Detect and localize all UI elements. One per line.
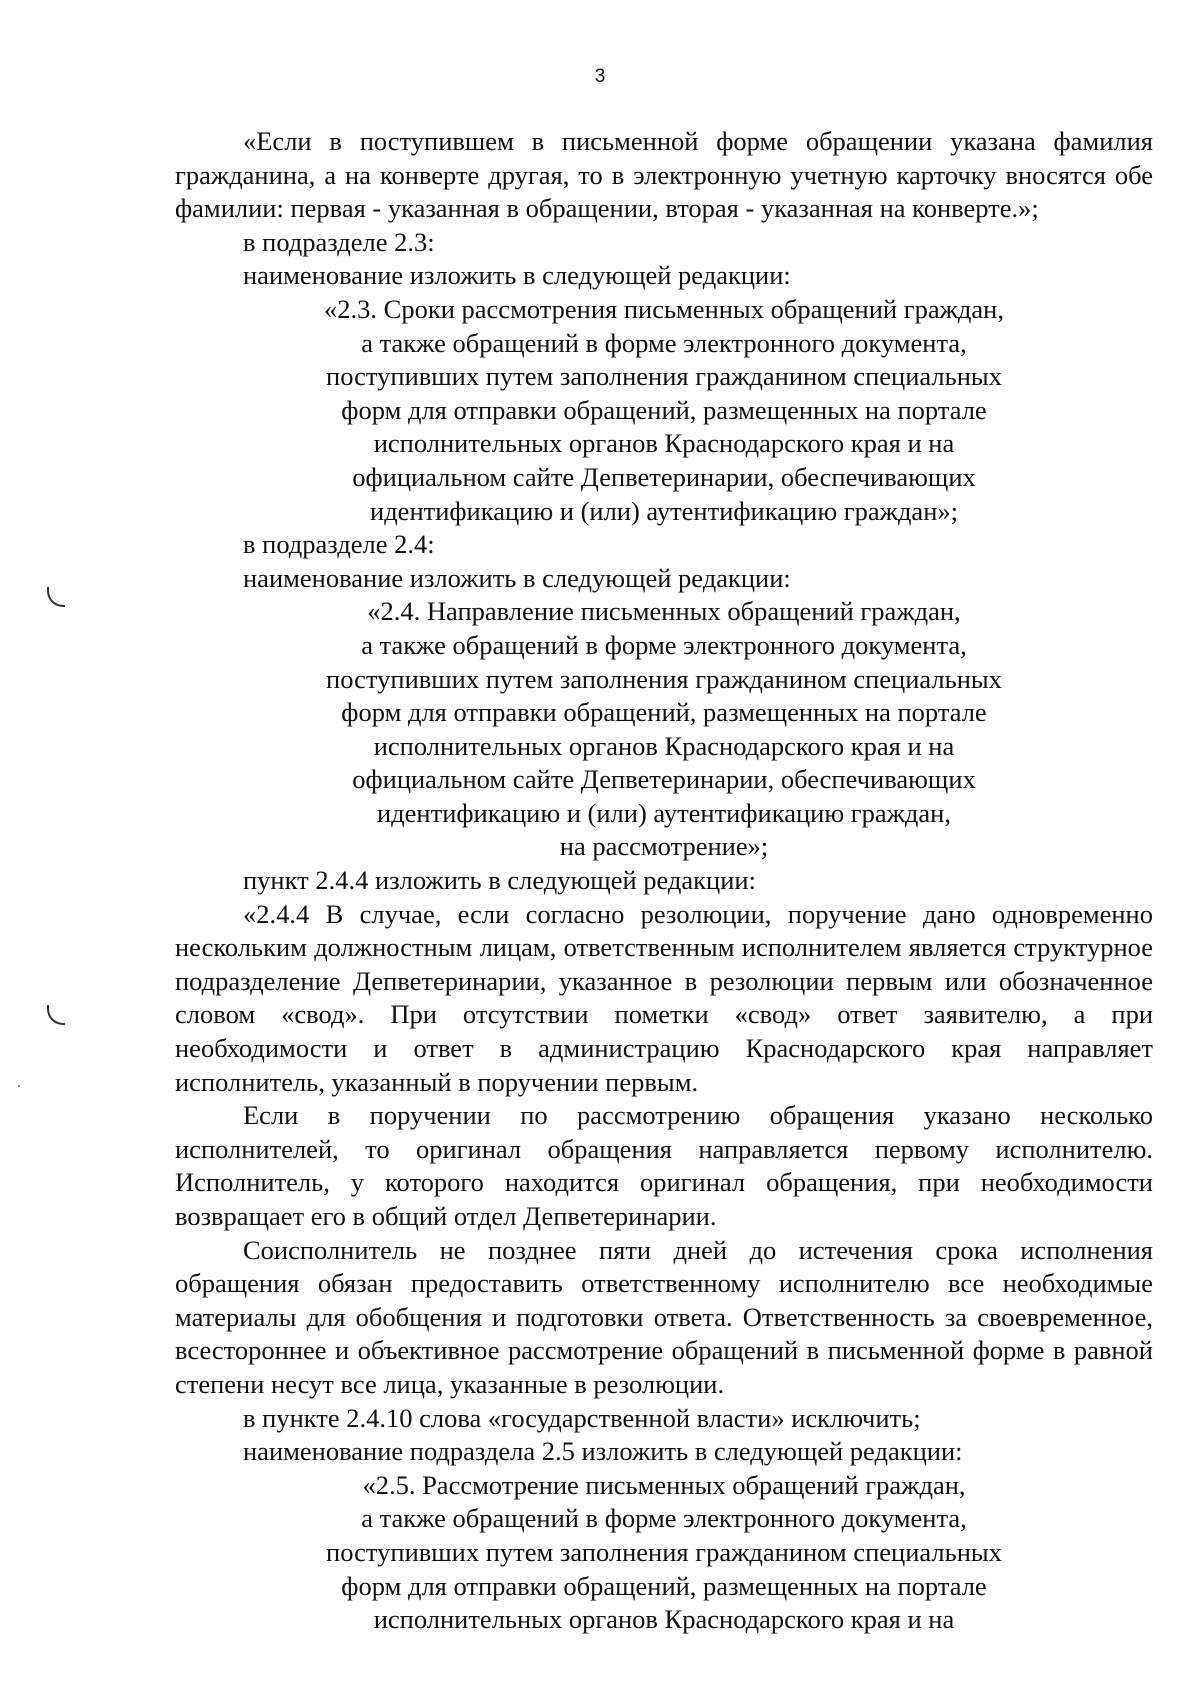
- heading-line: поступивших путем заполнения гражданином специальных: [326, 1536, 1002, 1567]
- heading-line: поступивших путем заполнения гражданином специальных: [326, 663, 1002, 694]
- document-body: [175, 125, 1153, 1637]
- instruction-line: наименование изложить в следующей редакции:: [243, 260, 791, 291]
- heading-line: на рассмотрение»;: [559, 831, 769, 862]
- paragraph: «Если в поступившем в письменной форме обращении указана фамилия гражданина, а на конверте другая, то в электронную учетную карточку вносятся обе фамилии: первая - указанная в обращении, вторая - указанная на конверте.»;: [175, 126, 1153, 224]
- scan-artifact-mark: [47, 1005, 65, 1025]
- heading-line: «2.4. Направление письменных обращений граждан,: [367, 596, 961, 627]
- paragraph: Если в поручении по рассмотрению обращения указано несколько исполнителей, то оригинал обращения направляется первому исполнителю. Исполнитель, у которого находится оригинал обращения, при необходимости возвращает его в общий отдел Депветеринарии.: [175, 1100, 1153, 1231]
- heading-line: «2.3. Сроки рассмотрения письменных обращений граждан,: [324, 293, 1004, 324]
- heading-line: идентификацию и (или) аутентификацию граждан»;: [370, 495, 958, 526]
- heading-line: форм для отправки обращений, размещенных на портале: [341, 394, 987, 425]
- heading-line: форм для отправки обращений, размещенных на портале: [341, 1570, 987, 1601]
- instruction-line: в подразделе 2.4:: [243, 529, 435, 560]
- instruction-line: наименование подраздела 2.5 изложить в следующей редакции:: [243, 1436, 963, 1467]
- paragraph: «2.4.4 В случае, если согласно резолюции, поручение дано одновременно нескольким должностным лицам, ответственным исполнителем является структурное подразделение Депветеринарии, указанное в резолюции первым или обозначенное словом «свод». При отсутствии пометки «свод» ответ заявителю, а при необходимости и ответ в администрацию Краснодарского края направляет исполнитель, указанный в поручении первым.: [175, 898, 1153, 1097]
- heading-line: поступивших путем заполнения гражданином специальных: [326, 361, 1002, 392]
- heading-line: официальном сайте Депветеринарии, обеспечивающих: [352, 764, 976, 795]
- heading-line: исполнительных органов Краснодарского края и на: [373, 428, 955, 459]
- heading-line: форм для отправки обращений, размещенных на портале: [341, 697, 987, 728]
- instruction-line: наименование изложить в следующей редакции:: [243, 562, 791, 593]
- paragraph: Соисполнитель не позднее пяти дней до истечения срока исполнения обращения обязан предоставить ответственному исполнителю все необходимые материалы для обобщения и подготовки ответа. Ответственность за своевременное, всестороннее и объективное рассмотрение обращений в письменной форме в равной степени несут все лица, указанные в резолюции.: [175, 1234, 1153, 1399]
- heading-line: а также обращений в форме электронного документа,: [361, 327, 967, 358]
- heading-line: «2.5. Рассмотрение письменных обращений граждан,: [362, 1469, 966, 1500]
- page-number: 3: [594, 66, 606, 87]
- scan-artifact-dot: [18, 1085, 20, 1087]
- instruction-line: пункт 2.4.4 изложить в следующей редакции:: [243, 865, 756, 896]
- heading-line: официальном сайте Депветеринарии, обеспечивающих: [352, 461, 976, 492]
- heading-line: исполнительных органов Краснодарского края и на: [373, 1604, 955, 1635]
- instruction-line: в подразделе 2.3:: [243, 226, 435, 257]
- instruction-line: в пункте 2.4.10 слова «государственной власти» исключить;: [243, 1402, 921, 1433]
- heading-line: а также обращений в форме электронного документа,: [361, 629, 967, 660]
- heading-line: идентификацию и (или) аутентификацию граждан,: [377, 797, 951, 828]
- heading-line: исполнительных органов Краснодарского края и на: [373, 730, 955, 761]
- heading-line: а также обращений в форме электронного документа,: [361, 1503, 967, 1534]
- scan-artifact-mark: [47, 587, 65, 607]
